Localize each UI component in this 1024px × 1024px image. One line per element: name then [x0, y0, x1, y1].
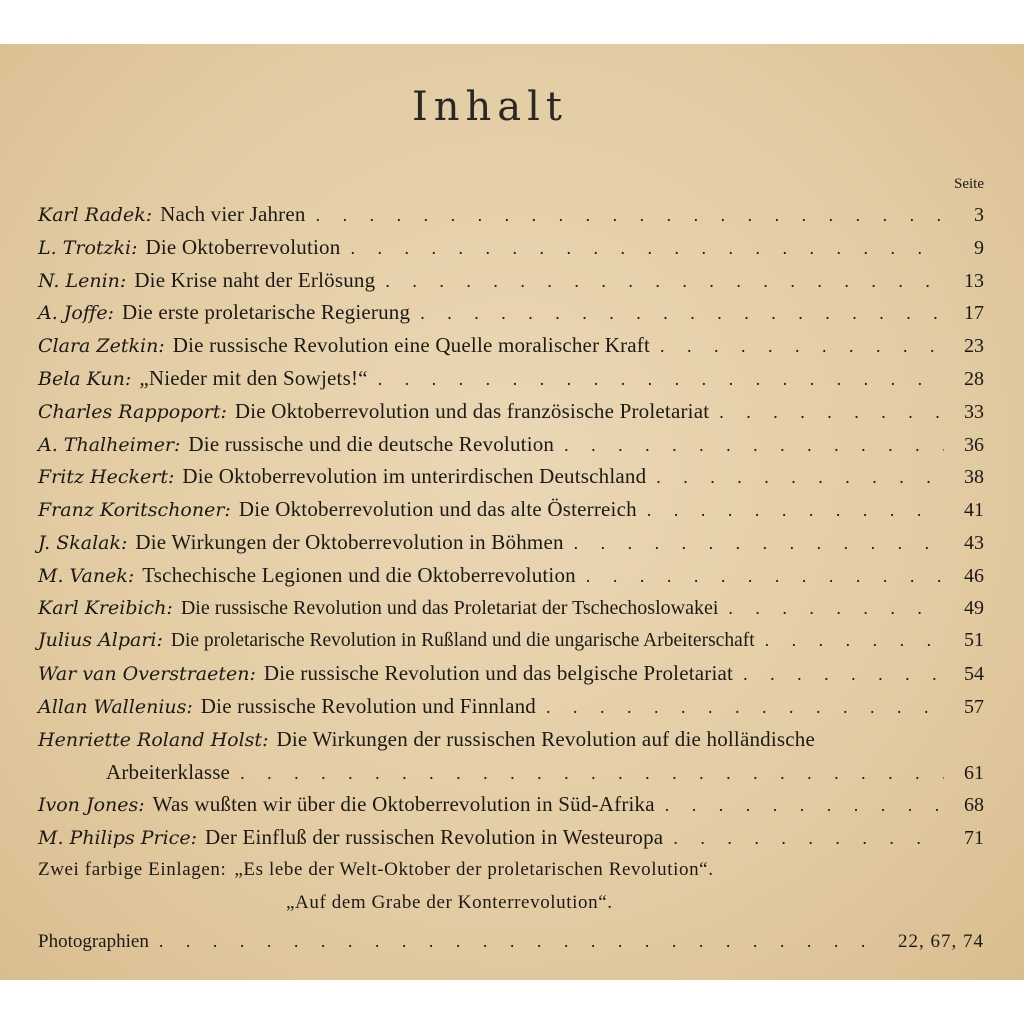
dot-leader [350, 232, 944, 265]
toc-entry [38, 329, 984, 362]
entry-title: Die russische Revolution eine Quelle moralischer Kraft [172, 333, 651, 358]
entry-title: Tschechische Legionen und die Oktoberrevolution [142, 562, 576, 587]
entry-author: Ivon Jones: [38, 794, 145, 817]
entry-title: Die russische und die deutsche Revolution [188, 431, 555, 456]
dot-leader [159, 925, 888, 958]
entry-author: Bela Kun: [38, 367, 132, 390]
entry-page: 28 [964, 367, 984, 390]
inserts-line [38, 854, 984, 887]
entry-title: Die erste proletarische Regierung [121, 300, 411, 325]
dot-leader [316, 199, 944, 232]
photographs-pages: 22, 67, 74 [898, 930, 984, 952]
toc-entry [38, 493, 984, 526]
entry-title: Die Wirkungen der russischen Revolution auf die holländische [276, 726, 816, 751]
toc-entry [38, 231, 984, 264]
entry-author: A. Joffe: [38, 302, 114, 325]
entry-author: Karl Radek: [38, 204, 153, 226]
inserts-label: Zwei farbige Einlagen: [38, 858, 227, 880]
entry-author: Charles Rappoport: [38, 400, 227, 423]
toc-entry [38, 592, 984, 625]
entry-author: J. Skalak: [38, 531, 128, 554]
entry-page: 33 [964, 400, 984, 423]
entry-page: 71 [964, 827, 984, 850]
entry-author: L. Trotzki: [38, 236, 138, 259]
entry-author: Karl Kreibich: [38, 596, 173, 619]
entry-title: „Nieder mit den Sowjets!“ [139, 365, 368, 390]
entry-author: A. Thalheimer: [38, 433, 181, 456]
dot-leader [586, 560, 944, 593]
entry-title: Die russische Revolution und Finnland [200, 693, 537, 718]
entry-author: Franz Koritschoner: [38, 499, 231, 522]
entry-title: Die Oktoberrevolution im unterirdischen Deutschland [182, 464, 647, 489]
dot-leader [420, 297, 944, 330]
toc-entry [38, 362, 984, 395]
entry-title: Die Wirkungen der Oktoberrevolution in Böhmen [135, 529, 564, 554]
entry-title: Die Oktoberrevolution und das alte Österreich [238, 497, 637, 522]
table-of-contents [38, 198, 984, 957]
toc-entry [38, 559, 984, 592]
dot-leader [574, 527, 944, 560]
entry-title-continuation: Arbeiterklasse [106, 759, 231, 784]
toc-entry [38, 624, 984, 657]
toc-entry [38, 526, 984, 559]
insert-title: „Auf dem Grabe der Konterrevolution“. [286, 891, 613, 913]
page-title: Inhalt [411, 84, 569, 130]
entry-author: War van Overstraeten: [38, 663, 256, 686]
entry-page: 68 [964, 794, 984, 817]
dot-leader [378, 363, 944, 396]
entry-page: 41 [964, 499, 984, 522]
photographs-label: Photographien [38, 930, 149, 952]
dot-leader [660, 330, 944, 363]
entry-title: Nach vier Jahren [160, 202, 306, 226]
toc-entry [38, 460, 984, 493]
toc-entry [38, 821, 984, 854]
entry-page: 23 [964, 335, 984, 358]
entry-author: N. Lenin: [38, 269, 127, 292]
entry-title: Die proletarische Revolution in Rußland und die ungarische Arbeiterschaft [170, 630, 755, 652]
entry-author: Julius Alpari: [38, 629, 163, 652]
entry-author: Allan Wallenius: [38, 695, 193, 718]
dot-leader [240, 757, 944, 790]
dot-leader [728, 592, 944, 625]
inserts-line [38, 887, 984, 920]
entry-author: Fritz Heckert: [38, 466, 175, 489]
entry-page: 51 [964, 629, 984, 652]
dot-leader [673, 822, 944, 855]
entry-page: 3 [974, 204, 984, 226]
entry-page: 49 [964, 596, 984, 619]
photographs-entry [38, 925, 984, 958]
entry-page: 54 [964, 663, 984, 686]
entry-title: Die russische Revolution und das belgische Proletariat [263, 661, 734, 686]
entry-author: Clara Zetkin: [38, 335, 165, 358]
dot-leader [719, 396, 944, 429]
entry-page: 46 [964, 564, 984, 587]
toc-entry [38, 788, 984, 821]
page-column-label: Seite [954, 176, 984, 192]
entry-page: 9 [974, 236, 984, 259]
dot-leader [385, 265, 944, 298]
insert-title: „Es lebe der Welt-Oktober der proletarischen Revolution“. [234, 858, 714, 880]
entry-author: Henriette Roland Holst: [38, 728, 269, 751]
dot-leader [665, 789, 944, 822]
dot-leader [743, 658, 944, 691]
toc-entry [38, 723, 984, 756]
entry-author: M. Philips Price: [38, 827, 197, 850]
entry-title: Die Oktoberrevolution und das französische Proletariat [234, 398, 710, 423]
dot-leader [564, 429, 944, 462]
entry-author: M. Vanek: [38, 564, 135, 587]
entry-page: 38 [964, 466, 984, 489]
toc-entry [38, 657, 984, 690]
entry-page: 17 [964, 302, 984, 325]
toc-entry [38, 395, 984, 428]
dot-leader [765, 624, 944, 657]
contents-page [0, 44, 1024, 980]
entry-page: 43 [964, 531, 984, 554]
dot-leader [546, 691, 944, 724]
entry-page: 36 [964, 433, 984, 456]
dot-leader [656, 461, 944, 494]
toc-entry [38, 264, 984, 297]
entry-page: 13 [964, 269, 984, 292]
entry-title: Was wußten wir über die Oktoberrevolution in Süd-Afrika [152, 792, 655, 817]
entry-title: Die russische Revolution und das Proletariat der Tschechoslowakei [180, 596, 719, 619]
entry-page: 57 [964, 695, 984, 718]
dot-leader [647, 494, 944, 527]
entry-title: Die Oktoberrevolution [145, 234, 341, 259]
toc-entry-continuation [38, 756, 984, 789]
toc-entry [38, 198, 984, 231]
entry-page: 61 [964, 761, 984, 784]
entry-title: Die Krise naht der Erlösung [134, 267, 376, 292]
toc-entry [38, 690, 984, 723]
toc-entry [38, 296, 984, 329]
toc-entry [38, 428, 984, 461]
entry-title: Der Einfluß der russischen Revolution in Westeuropa [204, 825, 664, 850]
